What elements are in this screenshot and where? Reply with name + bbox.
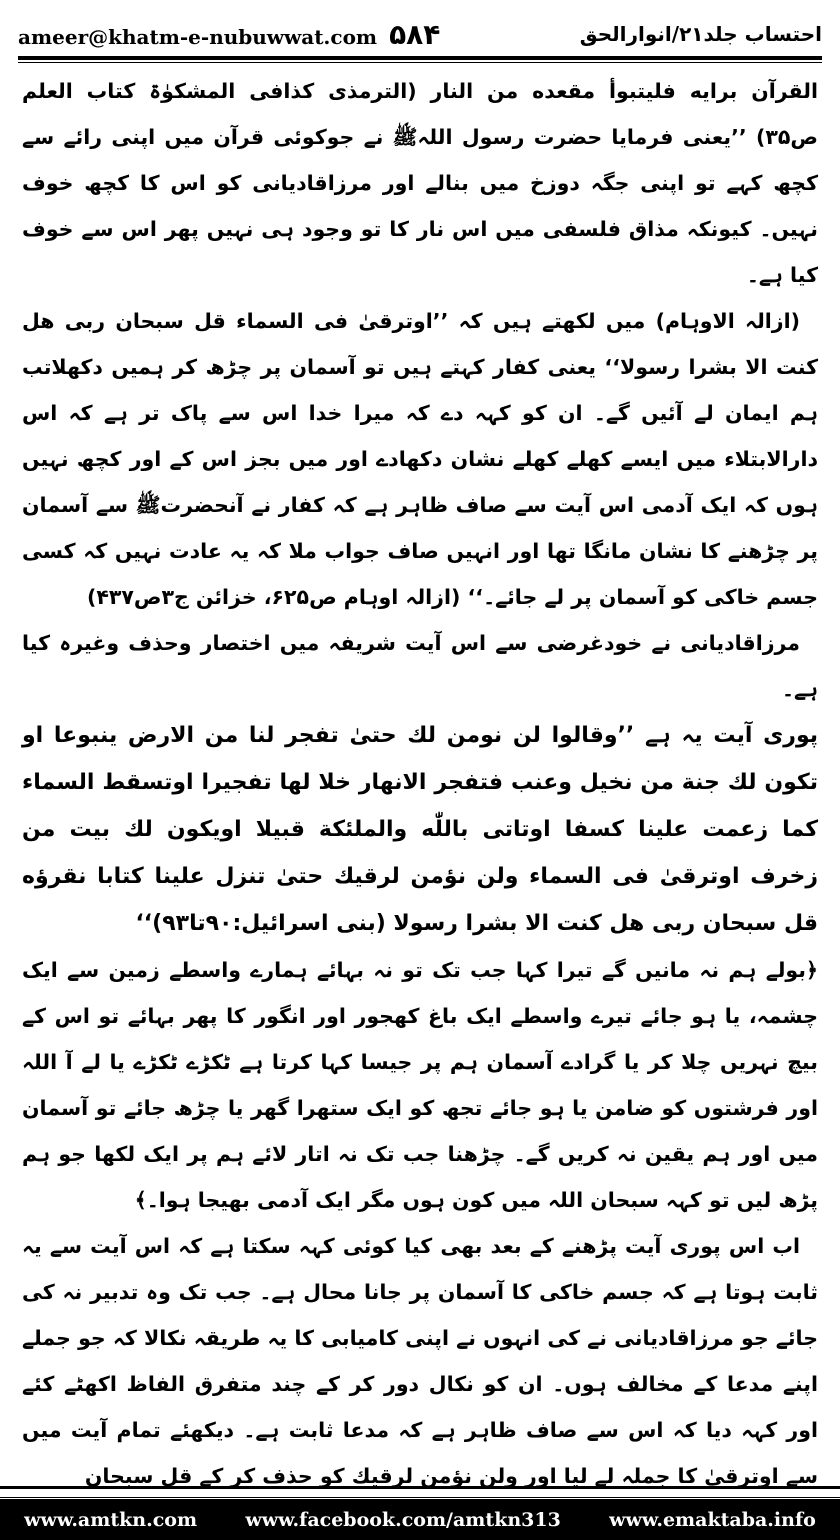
page-header — [18, 14, 822, 54]
header-rule-thin — [18, 62, 822, 63]
header-rule — [18, 56, 822, 60]
paragraph-2: (ازالہ الاوہام) میں لکھتے ہیں کہ ’’اوترقیٰ فی السماء قل سبحان ربی هل کنت الا بشرا رسولا‘‘ یعنی کفار کہتے ہیں تو آسمان پر چڑھ کر ہمیں دکھلاتب ہم ایمان لے آئیں گے۔ ان کو کہہ دے کہ میرا خدا اس سے پاک تر ہے کہ اس دارالابتلاء میں ایسے کھلے کھلے نشان دکھادے اور میں بجز اس کے اور کچھ نہیں ہوں کہ ایک آدمی اس آیت سے صاف ظاہر ہے کہ کفار نے آنحضرتﷺ سے آسمان پر چڑھنے کا نشان مانگا تھا اور انہیں صاف جواب ملا کہ یہ عادت نہیں کہ کسی جسم خاکی کو آسمان پر لے جائے۔‘‘ (ازالہ اوہام ص۶۲۵، خزائن ج۳ص۴۳۷) — [22, 309, 818, 609]
page-footer — [0, 1496, 840, 1540]
footer-link-facebook[interactable]: www.facebook.com/amtkn313 — [245, 1508, 561, 1531]
header-left — [18, 18, 440, 51]
paragraph-3: مرزاقادیانی نے خودغرضی سے اس آیت شریفہ میں اختصار وحذف وغیرہ کیا ہے۔ — [22, 631, 818, 701]
header-email[interactable]: ameer@khatm-e-nubuwwat.com — [18, 24, 378, 49]
footer-link-emaktaba[interactable]: www.emaktaba.info — [609, 1508, 816, 1531]
paragraph-6: اب اس پوری آیت پڑھنے کے بعد بھی کیا کوئی کہہ سکتا ہے کہ اس آیت سے یہ ثابت ہوتا ہے کہ جسم خاکی کا آسمان پر جانا محال ہے۔ جب تک وہ تدبیر نہ کی جائے جو مرزاقادیانی نے کی انہوں نے اپنی کامیابی کا یہ طریقہ نکالا کہ جو جملے اپنے مدعا کے مخالف ہوں۔ ان کو نکال دور کر کے چند متفرق الفاظ اکھٹے کئے اور کہہ دیا کہ اس سے صاف ظاہر ہے کہ مدعا ثابت ہے۔ دیکھئے تمام آیت میں سے اوترقیٰ کا جملہ لے لیا اور ولن نؤمن لرقیك کو حذف کر کے قل سبحان — [22, 1234, 818, 1488]
quran-verse: پوری آیت یہ ہے ’’وقالوا لن نومن لك حتیٰ تفجر لنا من الارض ینبوعا او تکون لك جنة من نخیل وعنب فتفجر الانهار خلا لها تفجیرا اوتسقط السماء کما زعمت علینا کسفا اوتاتی باللّٰه والملئکة قبیلا اویکون لك بیت من زخرف اوترقیٰ فی السماء ولن نؤمن لرقیك حتیٰ تنزل علینا کتابا نقرؤه قل سبحان ربی هل کنت الا بشرا رسولا (بنی اسرائیل:۹۰تا۹۳)‘‘ — [22, 723, 818, 936]
footer-link-amtkn[interactable]: www.amtkn.com — [24, 1508, 198, 1531]
book-title: احتساب جلد۲۱/انوارالحق — [579, 22, 822, 46]
page-number: ۵۸۴ — [389, 17, 441, 51]
page-body — [22, 68, 818, 1488]
paragraph-1: القرآن برایه فلیتبوأ مقعده من النار (الترمذی کذافی المشکوٰۃ کتاب العلم ص۳۵) ’’یعنی فرمایا حضرت رسول اللہﷺ نے جوکوئی قرآن میں اپنی رائے سے کچھ کہے تو اپنی جگہ دوزخ میں بنالے اور مرزاقادیانی کو اس کا کچھ خوف نہیں۔ کیونکہ مذاق فلسفی میں اس نار کا تو وجود ہی نہیں پھر اس سے خوف کیا ہے۔ — [22, 79, 818, 287]
footer-rule — [0, 1486, 840, 1489]
verse-translation: ﴿بولے ہم نہ مانیں گے تیرا کہا جب تک تو نہ بہائے ہمارے واسطے زمین سے ایک چشمہ، یا ہو جائے تیرے واسطے ایک باغ کھجور اور انگور کا پھر بہائے تو اس کے بیچ نہریں چلا کر یا گرادے آسمان ہم پر جیسا کہا کرتا ہے ٹکڑے ٹکڑے یا لے آ اللہ اور فرشتوں کو ضامن یا ہو جائے تجھ کو ایک ستھرا گھر یا چڑھ جائے تو آسمان میں اور ہم یقین نہ کریں گے۔ چڑھنا جب تک نہ اتار لائے ہم پر ایک لکھا جو ہم پڑھ لیں تو کہہ سبحان اللہ میں کون ہوں مگر ایک آدمی بھیجا ہوا۔﴾ — [22, 958, 818, 1212]
